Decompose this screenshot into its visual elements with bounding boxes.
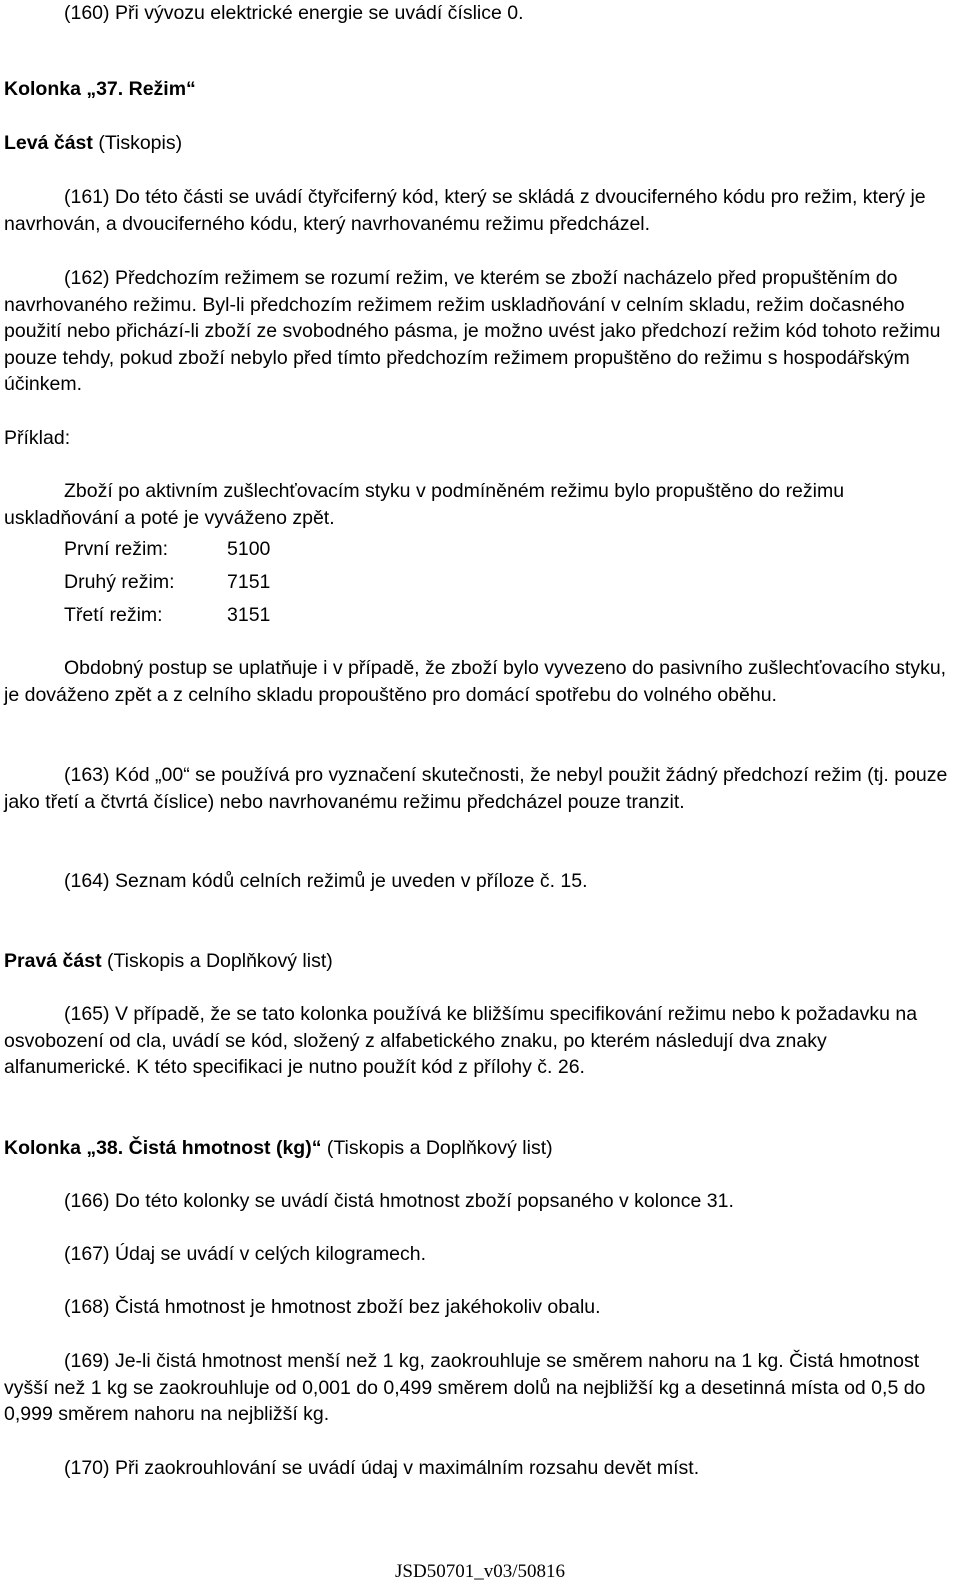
subheading-prava-cast [4, 948, 952, 975]
paragraph-168: (168) Čistá hmotnost je hmotnost zboží bez jakéhokoliv obalu. [64, 1296, 601, 1318]
paragraph-170: (170) Při zaokrouhlování se uvádí údaj v maximálním rozsahu devět míst. [64, 1457, 700, 1479]
subheading-prava-cast-rest: (Tiskopis a Doplňkový list) [101, 950, 333, 972]
mode-label: Třetí režim: [64, 604, 163, 626]
paragraph-obdobny-postup: Obdobný postup se uplatňuje i v případě, že zboží bylo vyvezeno do pasivního zušlechťovacího styku, je dováženo zpět a z celního skladu propouštěno pro domácí spotřebu do volného oběhu. [4, 657, 947, 706]
section-heading-kolonka-37-text: Kolonka „37. Režim“ [4, 78, 196, 100]
paragraph-165: (165) V případě, že se tato kolonka používá ke bližšímu specifikování režimu nebo k požadavku na osvobození od cla, uvádí se kód, složený z alfabetického znaku, po kterém následují dva znaky alfanumerické. K této specifikaci je nutno použít kód z přílohy č. 26. [4, 1003, 918, 1078]
section-heading-kolonka-38-rest: (Tiskopis a Doplňkový list) [321, 1137, 553, 1159]
paragraph-161: (161) Do této části se uvádí čtyřciferný kód, který se skládá z dvouciferného kódu pro režim, který je navrhován, a dvouciferného kódu, který navrhovanému režimu předcházel. [4, 186, 926, 235]
paragraph-164: (164) Seznam kódů celních režimů je uveden v příloze č. 15. [64, 870, 588, 892]
mode-label: Druhý režim: [64, 571, 175, 593]
subheading-leva-cast-rest: (Tiskopis) [92, 132, 183, 154]
subheading-leva-cast [4, 130, 952, 157]
paragraph-163: (163) Kód „00“ se používá pro vyznačení skutečnosti, že nebyl použit žádný předchozí režim (tj. pouze jako třetí a čtvrtá číslice) nebo navrhovanému režimu předcházel pouze tranzit. [4, 764, 948, 813]
paragraph-167: (167) Údaj se uvádí v celých kilogramech. [64, 1243, 426, 1265]
paragraph-166: (166) Do této kolonky se uvádí čistá hmotnost zboží popsaného v kolonce 31. [64, 1190, 734, 1212]
mode-label: První režim: [64, 538, 169, 560]
paragraph-169: (169) Je-li čistá hmotnost menší než 1 kg, zaokrouhluje se směrem nahoru na 1 kg. Čistá hmotnost vyšší než 1 kg se zaokrouhluje od 0,001 do 0,499 směrem dolů na nejbližší kg a desetinná místa od 0,5 do 0,999 směrem nahoru na nejbližší kg. [4, 1350, 926, 1425]
mode-code: 5100 [227, 538, 271, 560]
mode-code: 3151 [227, 604, 271, 626]
subheading-prava-cast-bold: Pravá část [4, 950, 102, 972]
subheading-leva-cast-bold: Levá část [4, 132, 93, 154]
section-heading-kolonka-38-bold: Kolonka „38. Čistá hmotnost (kg)“ [4, 1137, 322, 1159]
example-label: Příklad: [4, 427, 71, 449]
section-heading-kolonka-38 [4, 1135, 952, 1162]
mode-code: 7151 [227, 571, 271, 593]
paragraph-160: (160) Při vývozu elektrické energie se uvádí číslice 0. [64, 2, 524, 24]
page-footer-document-code: JSD50701_v03/50816 [395, 1561, 565, 1582]
section-heading-kolonka-37 [4, 76, 952, 103]
paragraph-162: (162) Předchozím režimem se rozumí režim, ve kterém se zboží nacházelo před propuštěním do navrhovaného režimu. Byl-li předchozím režimem režim uskladňování v celním skladu, režim dočasného použití nebo přichází-li zboží ze svobodného pásma, je možno uvést jako předchozí režim kód tohoto režimu pouze tehdy, pokud zboží nebylo před tímto předchozím režimem propuštěno do režimu s hospodářským účinkem. [4, 267, 941, 395]
example-text: Zboží po aktivním zušlechťovacím styku v podmíněném režimu bylo propuštěno do režimu uskladňování a poté je vyváženo zpět. [4, 480, 845, 529]
